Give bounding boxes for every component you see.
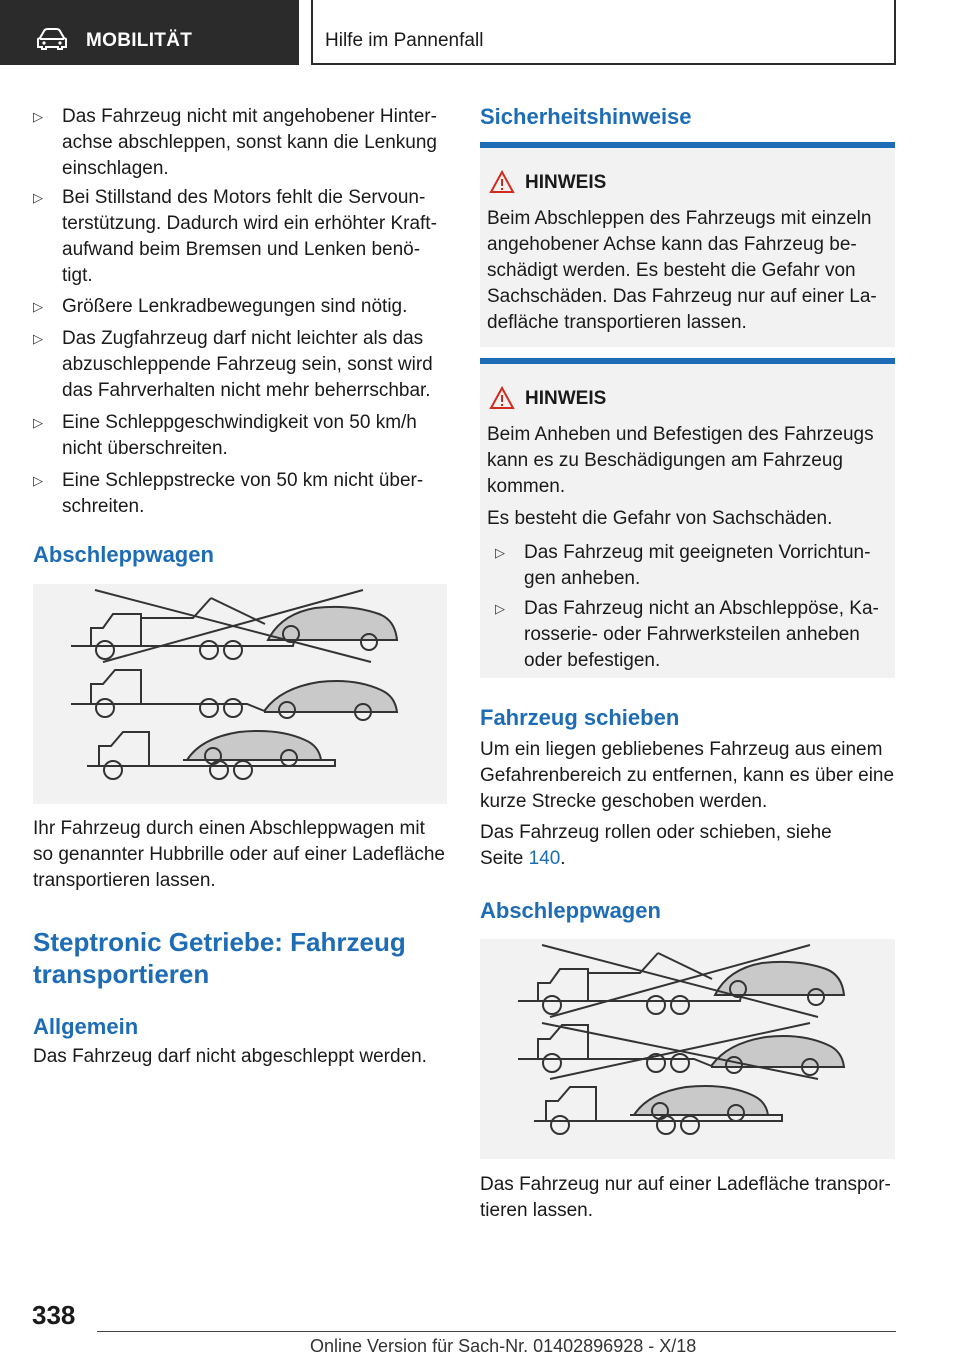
page-reference-link[interactable]: 140 xyxy=(528,848,561,869)
list-item-text: Das Fahrzeug nicht an Abschleppöse, Ka- rosserie- oder Fahrwerksteilen anheben oder befestigen. xyxy=(524,598,879,671)
heading-allgemein: Allgemein xyxy=(33,1014,139,1039)
schieben-reference xyxy=(480,820,895,872)
triangle-bullet-icon: ▷ xyxy=(33,109,43,124)
list-item-text: Das Fahrzeug mit geeigneten Vorrichtun- gen anheben. xyxy=(524,542,871,589)
section-title: MOBILITÄT xyxy=(86,30,193,51)
towing-illustration-2 xyxy=(480,939,895,1159)
footer-online-version: Online Version für Sach-Nr. 01402896928 - X/18 xyxy=(310,1336,697,1356)
tow-truck-illustration xyxy=(33,584,447,804)
figure-caption-2: Das Fahrzeug nur auf einer Ladefläche transpor- tieren lassen. xyxy=(480,1174,891,1221)
reference-suffix: . xyxy=(560,848,566,869)
car-icon xyxy=(36,28,68,50)
triangle-bullet-icon: ▷ xyxy=(33,331,43,346)
list-item-text: Das Fahrzeug nicht mit angehobener Hinter- achse abschleppen, sonst kann die Lenkung einschlagen. xyxy=(62,106,437,179)
list-item-text: Größere Lenkradbewegungen sind nötig. xyxy=(62,296,408,317)
triangle-bullet-icon: ▷ xyxy=(33,415,43,430)
allgemein-text: Das Fahrzeug darf nicht abgeschleppt werden. xyxy=(33,1046,427,1067)
page-number: 338 xyxy=(32,1300,76,1330)
reference-prefix: Das Fahrzeug rollen oder schieben, siehe Seite xyxy=(480,822,832,869)
header-chapter-tab xyxy=(311,0,896,65)
notice-box xyxy=(480,358,895,678)
triangle-bullet-icon: ▷ xyxy=(495,545,505,560)
list-item-text: Eine Schleppgeschwindigkeit von 50 km/h nicht überschreiten. xyxy=(62,412,417,459)
chapter-title: Hilfe im Pannenfall xyxy=(325,30,484,51)
header-section-tab xyxy=(0,0,299,65)
notice-text: Beim Abschleppen des Fahrzeugs mit einzeln angehobener Achse kann das Fahrzeug be- schädigt werden. Es besteht die Gefahr von Sachschäden. Das Fahrzeug nur auf einer La- defläche transportieren lassen. xyxy=(487,208,877,333)
heading-abschleppwagen: Abschleppwagen xyxy=(33,542,214,567)
tow-truck-illustration xyxy=(480,939,895,1159)
triangle-bullet-icon: ▷ xyxy=(33,299,43,314)
notice-label: HINWEIS xyxy=(525,388,607,409)
triangle-bullet-icon: ▷ xyxy=(495,601,505,616)
heading-fahrzeug-schieben: Fahrzeug schieben xyxy=(480,705,680,730)
notice-text-2: Es besteht die Gefahr von Sachschäden. xyxy=(487,508,833,529)
triangle-bullet-icon: ▷ xyxy=(33,473,43,488)
list-item-text: Das Zugfahrzeug darf nicht leichter als das abzuschleppende Fahrzeug sein, sonst wird das Fahrverhalten nicht mehr beherrschbar. xyxy=(62,328,433,401)
towing-illustration xyxy=(33,584,447,804)
list-item-text: Eine Schleppstrecke von 50 km nicht über- schreiten. xyxy=(62,470,424,517)
notice-text: Beim Anheben und Befestigen des Fahrzeugs kann es zu Beschädigungen am Fahrzeug kommen. xyxy=(487,424,874,497)
list-item-text: Bei Stillstand des Motors fehlt die Servoun- terstützung. Dadurch wird ein erhöhter Kraft- aufwand beim Bremsen und Lenken benö- tigt. xyxy=(62,187,437,286)
notice-label: HINWEIS xyxy=(525,172,607,193)
figure-caption: Ihr Fahrzeug durch einen Abschleppwagen mit so genannter Hubbrille oder auf einer Ladefläche transportieren lassen. xyxy=(33,818,445,891)
heading-steptronic: Steptronic Getriebe: Fahrzeug transportieren xyxy=(33,927,406,989)
notice-box xyxy=(480,142,895,347)
warning-triangle-icon xyxy=(489,386,515,410)
footer-divider xyxy=(97,1331,896,1332)
heading-sicherheitshinweise: Sicherheitshinweise xyxy=(480,104,692,129)
warning-triangle-icon xyxy=(489,170,515,194)
heading-abschleppwagen-2: Abschleppwagen xyxy=(480,898,661,923)
triangle-bullet-icon: ▷ xyxy=(33,190,43,205)
schieben-text: Um ein liegen gebliebenes Fahrzeug aus einem Gefahrenbereich zu entfernen, kann es über eine kurze Strecke geschoben werden. xyxy=(480,739,895,812)
